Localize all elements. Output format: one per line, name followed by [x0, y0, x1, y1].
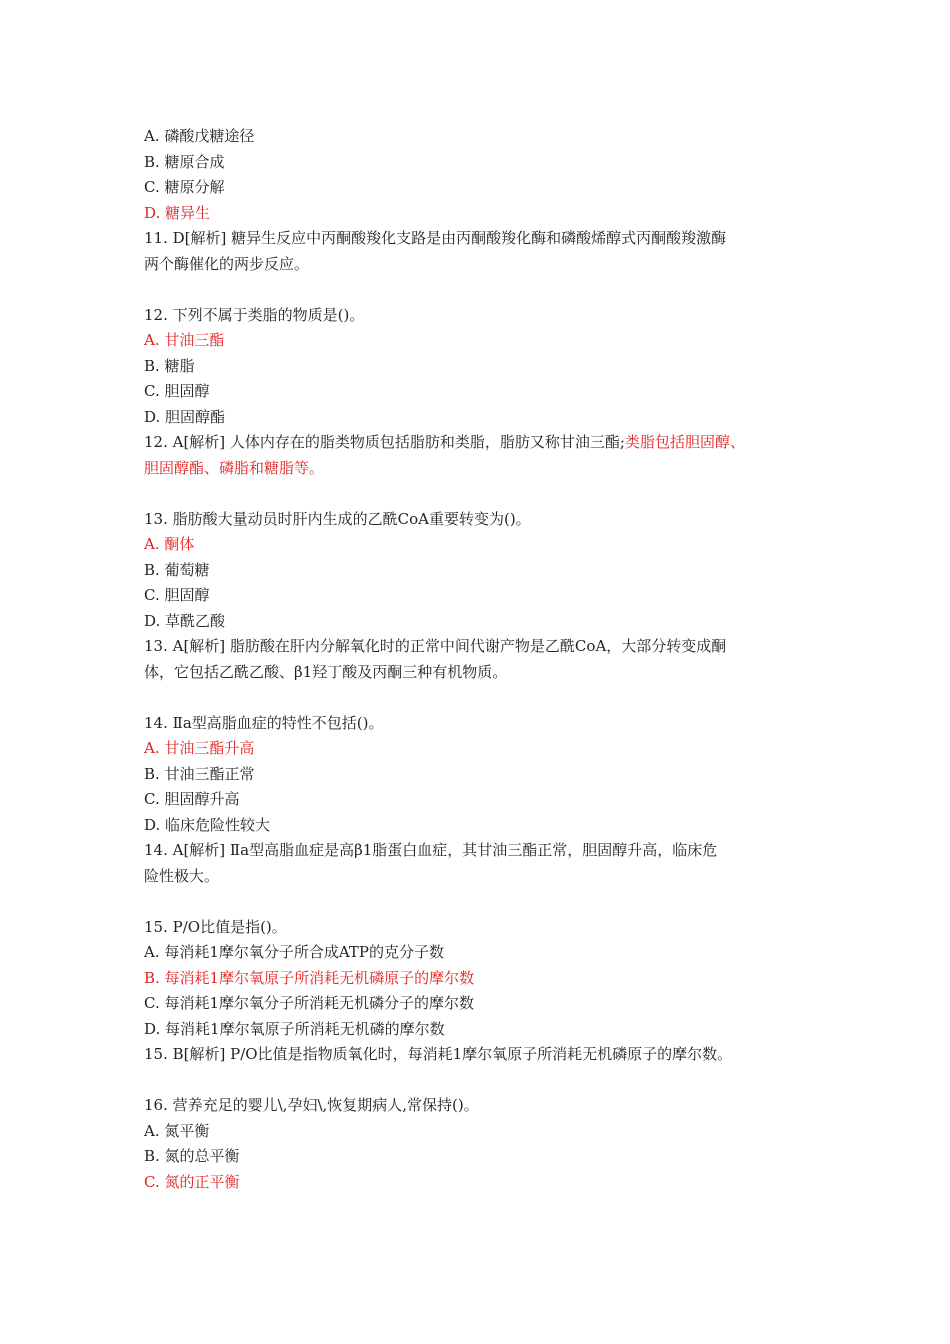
option-c: C. 胆固醇	[144, 382, 210, 400]
option-b-answer: B. 每消耗1摩尔氧原子所消耗无机磷原子的摩尔数	[144, 968, 475, 987]
explanation-highlight: 类脂包括胆固醇、	[625, 433, 746, 451]
option-b: B. 氮的总平衡	[144, 1147, 240, 1165]
explanation-line: 15. B[解析] P/O比值是指物质氧化时，每消耗1摩尔氧原子所消耗无机磷原子的摩尔数。	[144, 1045, 733, 1063]
option-c-answer: C. 氮的正平衡	[144, 1172, 240, 1191]
question-stem: 16. 营养充足的婴儿\,孕妇\,恢复期病人,常保持()。	[144, 1096, 479, 1114]
document-page	[144, 124, 824, 1195]
option-a-answer: A. 甘油三酯	[144, 331, 225, 349]
question-stem: 14. Ⅱa型高脂血症的特性不包括()。	[144, 713, 384, 732]
explanation-highlight-line: 胆固醇酯、磷脂和糖脂等。	[144, 458, 325, 477]
question-stem: 15. P/O比值是指()。	[144, 917, 287, 936]
option-a: A. 磷酸戊糖途径	[144, 127, 255, 145]
explanation-line	[144, 430, 824, 456]
explanation-line: 14. A[解析] Ⅱa型高脂血症是高β1脂蛋白血症，其甘油三酯正常，胆固醇升高，临床危	[144, 841, 718, 859]
option-a-answer: A. 甘油三酯升高	[144, 739, 255, 757]
explanation-line: 13. A[解析] 脂肪酸在肝内分解氧化时的正常中间代谢产物是乙酰CoA，大部分转变成酮	[144, 637, 727, 655]
option-c: C. 胆固醇	[144, 586, 210, 604]
option-a-answer: A. 酮体	[144, 535, 195, 553]
option-d: D. 临床危险性较大	[144, 815, 271, 834]
option-a: A. 氮平衡	[144, 1121, 210, 1140]
option-c: C. 胆固醇升高	[144, 790, 240, 808]
spacer	[144, 481, 824, 507]
option-c: C. 每消耗1摩尔氧分子所消耗无机磷分子的摩尔数	[144, 994, 475, 1012]
explanation-line: 险性极大。	[144, 866, 220, 885]
spacer	[144, 685, 824, 711]
option-b: B. 糖脂	[144, 356, 195, 375]
option-d: D. 草酰乙酸	[144, 611, 226, 630]
spacer	[144, 889, 824, 915]
explanation-line: 两个酶催化的两步反应。	[144, 254, 310, 273]
option-b: B. 甘油三酯正常	[144, 764, 255, 783]
explanation-line: 体，它包括乙酰乙酸、β1羟丁酸及丙酮三种有机物质。	[144, 662, 508, 681]
option-b: B. 葡萄糖	[144, 560, 210, 579]
spacer	[144, 277, 824, 303]
option-d: D. 每消耗1摩尔氧原子所消耗无机磷的摩尔数	[144, 1019, 445, 1038]
option-d-answer: D. 糖异生	[144, 203, 211, 222]
question-stem: 13. 脂肪酸大量动员时肝内生成的乙酰CoA重要转变为()。	[144, 509, 531, 528]
option-d: D. 胆固醇酯	[144, 407, 226, 426]
question-stem: 12. 下列不属于类脂的物质是()。	[144, 305, 365, 324]
spacer	[144, 1068, 824, 1094]
option-a: A. 每消耗1摩尔氧分子所合成ATP的克分子数	[144, 943, 445, 961]
option-c: C. 糖原分解	[144, 178, 225, 196]
explanation-line: 11. D[解析] 糖异生反应中丙酮酸羧化支路是由丙酮酸羧化酶和磷酸烯醇式丙酮酸羧激酶	[144, 229, 727, 247]
option-b: B. 糖原合成	[144, 152, 225, 171]
explanation-text: 12. A[解析] 人体内存在的脂类物质包括脂肪和类脂，脂肪又称甘油三酯;	[144, 433, 625, 451]
